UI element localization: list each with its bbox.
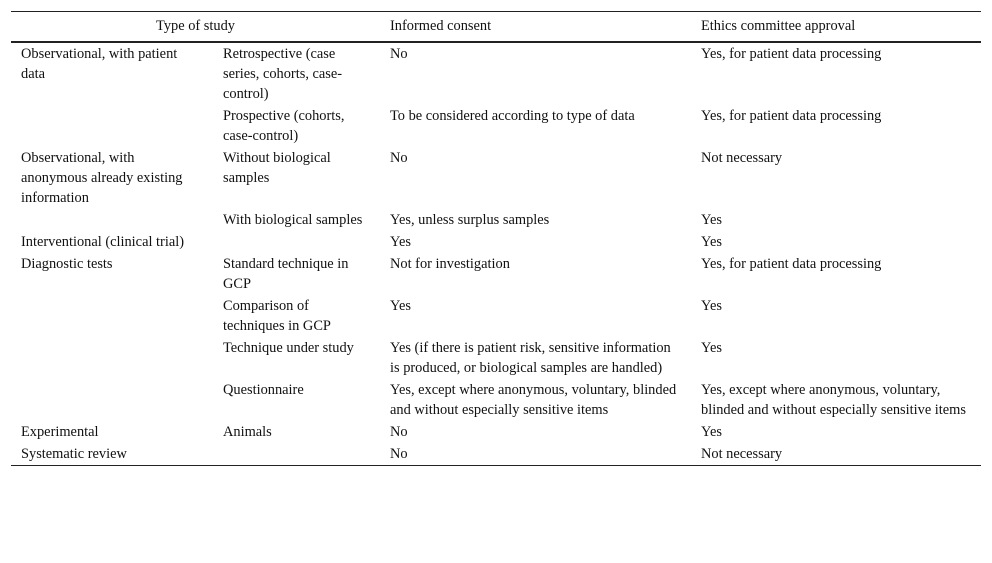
cell-consent: Yes, unless surplus samples (390, 212, 550, 228)
cell-subtype: Without biological samples (223, 150, 331, 186)
cell-ethics: Not necessary (701, 150, 783, 166)
table-row (11, 42, 981, 105)
cell-category (11, 379, 213, 421)
cell-subtype: Animals (223, 424, 272, 440)
cell-category: Observational, with patient data (21, 46, 178, 82)
cell-category (11, 337, 213, 379)
table-row (11, 253, 981, 295)
table-row (11, 379, 981, 421)
cell-consent: No (390, 446, 408, 462)
header-type-of-study: Type of study (156, 18, 235, 34)
cell-category: Systematic review (21, 446, 127, 462)
cell-consent: No (390, 150, 408, 166)
cell-consent: To be considered according to type of data (390, 108, 635, 124)
table-row (11, 147, 981, 209)
cell-subtype: Comparison of techniques in GCP (223, 298, 331, 334)
cell-consent: No (390, 46, 408, 62)
cell-category: Observational, with anonymous already existing information (21, 150, 183, 206)
study-requirements-table (11, 11, 981, 466)
cell-subtype: Technique under study (223, 340, 354, 356)
cell-ethics: Yes (701, 340, 722, 356)
cell-ethics: Yes, for patient data processing (701, 256, 882, 272)
cell-subtype: With biological samples (223, 212, 363, 228)
table-row (11, 421, 981, 443)
cell-ethics: Yes (701, 298, 722, 314)
cell-ethics: Yes (701, 424, 722, 440)
table-row (11, 231, 981, 253)
table-row (11, 209, 981, 231)
cell-consent: Yes (if there is patient risk, sensitive information is produced, or biological samples are handled) (390, 340, 671, 376)
cell-ethics: Yes, for patient data processing (701, 46, 882, 62)
cell-ethics: Yes, except where anonymous, voluntary, blinded and without especially sensitive items (701, 382, 966, 418)
table-row (11, 337, 981, 379)
cell-category (11, 209, 213, 231)
cell-ethics: Not necessary (701, 446, 783, 462)
cell-category (11, 295, 213, 337)
cell-category (11, 105, 213, 147)
cell-subtype: Retrospective (case series, cohorts, case-control) (223, 46, 343, 102)
cell-ethics: Yes (701, 212, 722, 228)
cell-consent: Not for investigation (390, 256, 510, 272)
cell-consent: No (390, 424, 408, 440)
cell-consent: Yes (390, 234, 411, 250)
table-header-row (11, 12, 981, 43)
cell-subtype: Questionnaire (223, 382, 304, 398)
table-row (11, 105, 981, 147)
table-row (11, 295, 981, 337)
table-row (11, 443, 981, 466)
header-ethics-approval: Ethics committee approval (701, 18, 856, 34)
cell-consent: Yes (390, 298, 411, 314)
cell-ethics: Yes (701, 234, 722, 250)
cell-category: Interventional (clinical trial) (21, 234, 185, 250)
cell-category: Experimental (21, 424, 99, 440)
cell-subtype: Prospective (cohorts, case-control) (223, 108, 345, 144)
cell-ethics: Yes, for patient data processing (701, 108, 882, 124)
cell-subtype (213, 231, 380, 253)
header-informed-consent: Informed consent (390, 18, 492, 34)
cell-subtype: Standard technique in GCP (223, 256, 349, 292)
cell-consent: Yes, except where anonymous, voluntary, blinded and without especially sensitive items (390, 382, 677, 418)
study-requirements-table-container (11, 11, 981, 466)
cell-category: Diagnostic tests (21, 256, 113, 272)
cell-subtype (213, 443, 380, 466)
